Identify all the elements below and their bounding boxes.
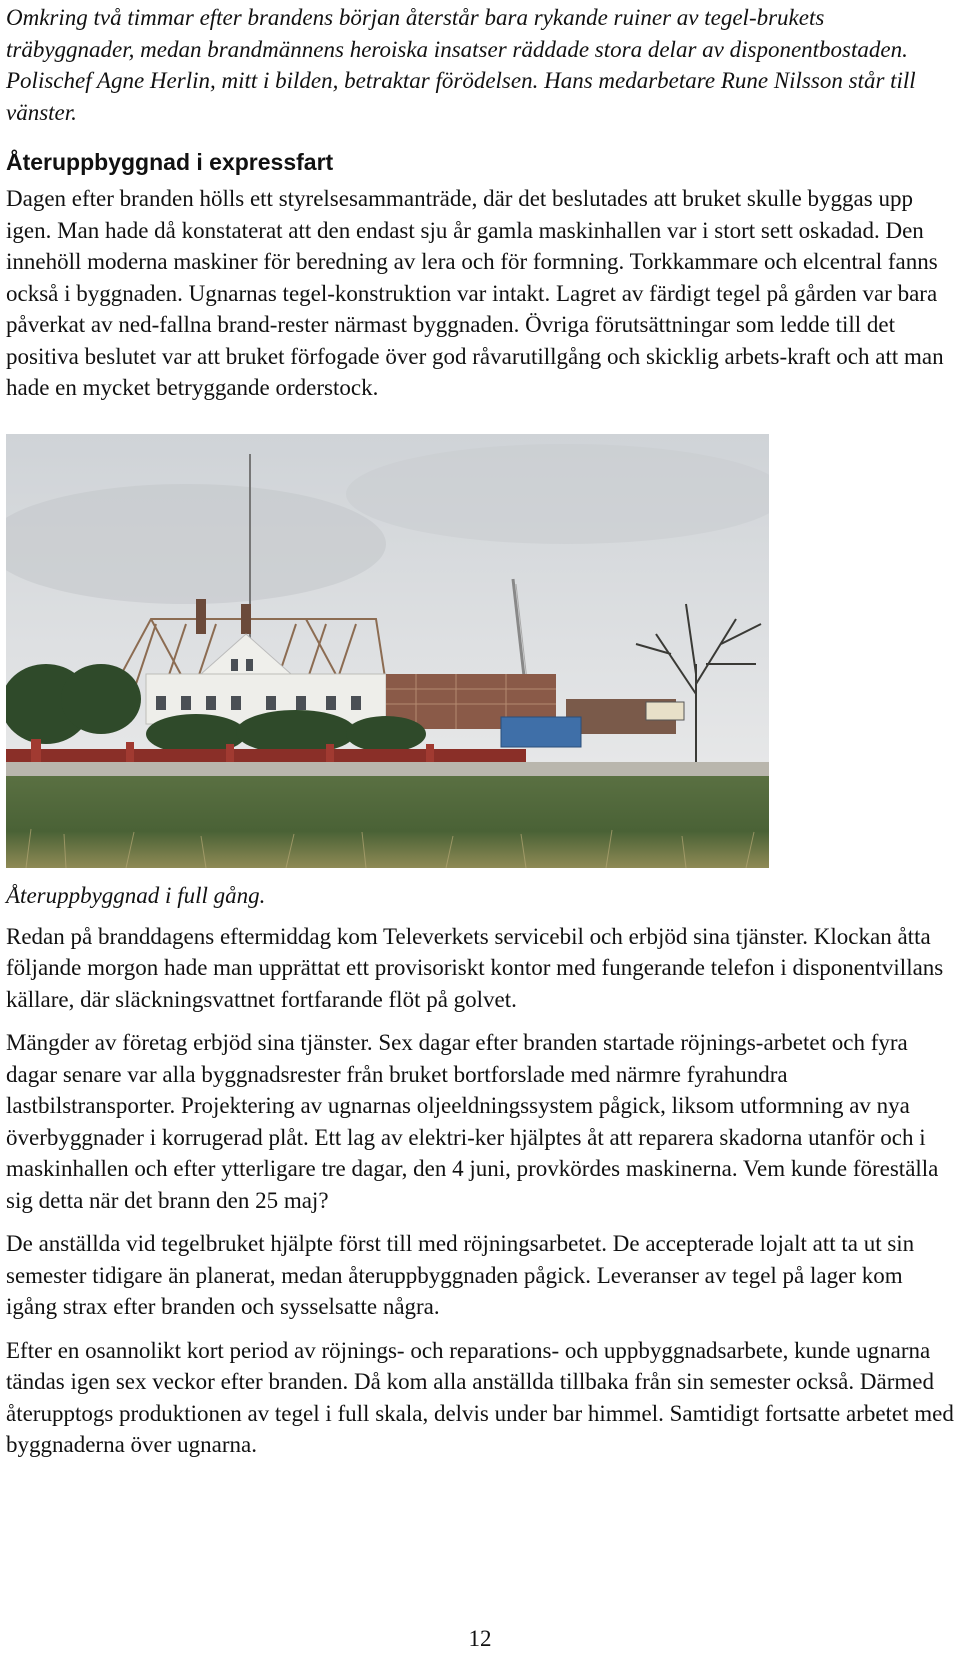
paragraph-1: Dagen efter branden hölls ett styrelsesammanträde, där det beslutades att bruket skulle byggas upp igen. Man hade då konstaterat att den endast sju år gamla maskinhallen var i stort sett oskadad. Den innehöll moderna maskiner för beredning av lera och för formning. Torkkammare och elcentral fanns också i byggnaden. Ugnarnas tegel-konstruktion var intakt. Lagret av färdigt tegel på gården var bara påverkat av ned-fallna brand-rester närmast byggnaden. Övriga förutsättningar som ledde till det positiva beslutet var att bruket förfogade över god råvarutillgång och skicklig arbets-kraft och att man hade en mycket betryggande orderstock. <box>6 186 944 400</box>
paragraph-3: Mängder av företag erbjöd sina tjänster. Sex dagar efter branden startade röjnings-arbetet och fyra dagar senare var alla byggnadsrester från bruket bortforslade med närmre fyrahundra lastbilstransporter. Projektering av ugnarnas oljeeldningssystem pågick, liksom utformning av nya överbyggnader i korrugerad plåt. Ett lag av elektri-ker hjälptes åt att reparera skadorna utanför och i maskinhallen och efter ytterligare tre dagar, den 4 juni, provkördes maskinerna. Vem kunde föreställa sig detta när det brann den 25 maj? <box>6 1030 939 1213</box>
photo-caption: Återuppbyggnad i full gång. <box>6 882 266 908</box>
document-page <box>6 0 956 1461</box>
blue-cabin <box>501 717 581 747</box>
reconstruction-photo <box>6 434 769 868</box>
section-heading: Återuppbyggnad i expressfart <box>6 149 334 175</box>
top-photo-caption: Omkring två timmar efter brandens början återstår bara rykande ruiner av tegel-brukets träbyggnader, medan brandmännens heroiska insatser räddade stora delar av disponentbostaden. Polischef Agne Herlin, mitt i bilden, betraktar förödelsen. Hans medarbetare Rune Nilsson står till vänster. <box>6 5 916 125</box>
page-number: 12 <box>468 1626 492 1651</box>
road <box>6 762 769 776</box>
paragraph-5: Efter en osannolikt kort period av röjnings- och reparations- och uppbyggnadsarbete, kunde ugnarna tändas igen sex veckor efter branden. Då kom alla anställda tillbaka från sin semester också. Därmed återupptogs produktionen av tegel i full skala, delvis under bar himmel. Samtidigt fortsatte arbetet med byggnaderna över ugnarna. <box>6 1337 954 1457</box>
paragraph-4: De anställda vid tegelbruket hjälpte först till med röjningsarbetet. De accepterade lojalt att ta ut sin semester tidigare än planerat, medan återuppbyggnaden pågick. Leveranser av tegel på lager kom igång strax efter branden och sysselsatte några. <box>6 1231 915 1319</box>
paragraph-2: Redan på branddagens eftermiddag kom Televerkets servicebil och erbjöd sina tjänster. Klockan åtta följande morgon hade man upprättat ett provisoriskt kontor med fungerande telefon i disponentvillans källare, där släckningsvattnet fortfarande flöt på golvet. <box>6 923 944 1012</box>
grass-field <box>6 776 769 868</box>
photo-illustration <box>6 434 769 868</box>
